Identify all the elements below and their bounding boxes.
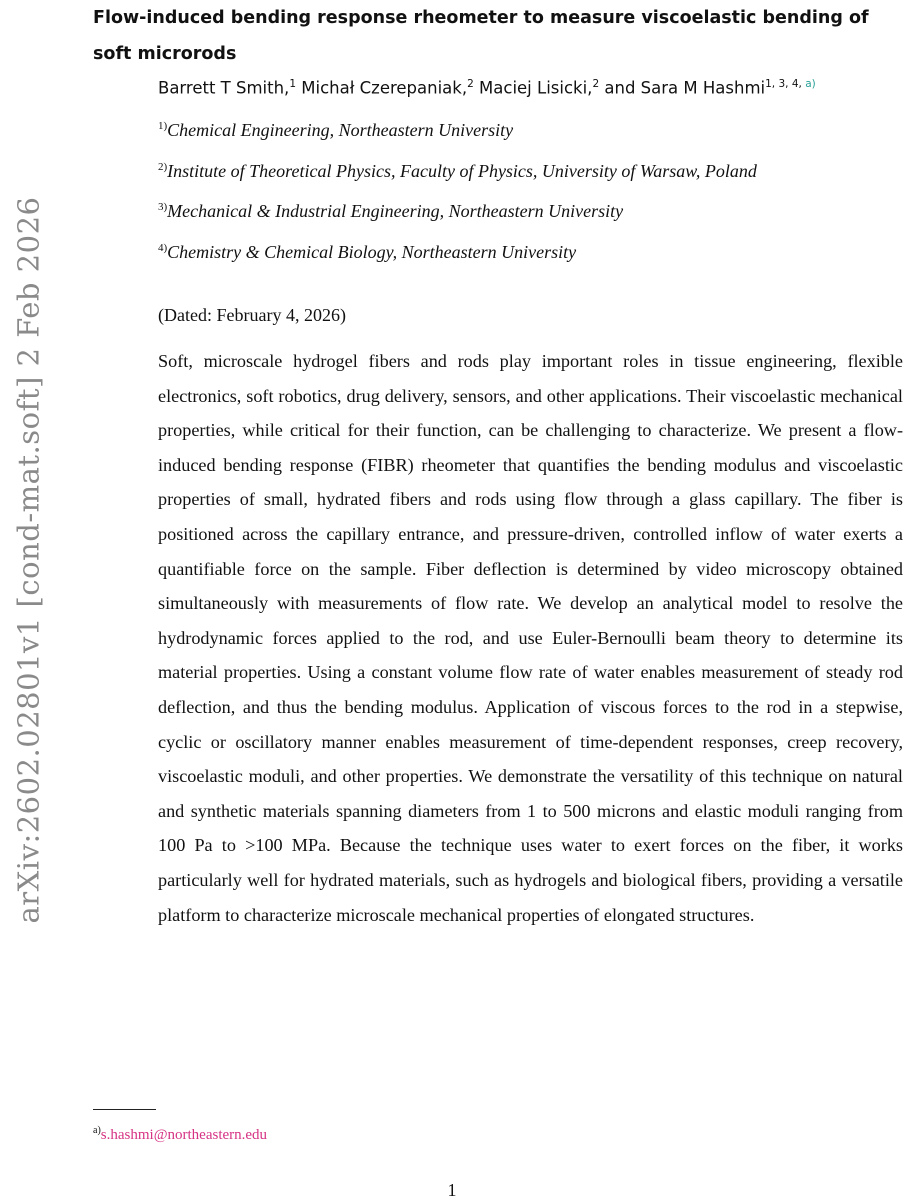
arxiv-identifier: arXiv:2602.02801v1 [cond-mat.soft] 2 Feb 2026 — [11, 196, 46, 924]
affiliation — [158, 189, 858, 230]
author-name: and Sara M Hashmi — [604, 78, 766, 98]
affiliation-marker: 2) — [158, 160, 168, 173]
author-affiliation-marker: 2 — [592, 78, 600, 90]
paper-title: Flow-induced bending response rheometer to measure viscoelastic bending of soft microrods — [93, 8, 869, 64]
affiliation-marker: 3) — [158, 201, 168, 213]
page-number: 1 — [447, 1180, 457, 1200]
affiliation-text: Mechanical & Industrial Engineering, Northeastern University — [167, 201, 624, 221]
abstract: Soft, microscale hydrogel fibers and rods play important roles in tissue engineering, flexible electronics, soft robotics, drug delivery, sensors, and other applications. Their viscoelastic mechanical properties, while critical for their function, can be challenging to characterize. We present a flow-induced bending response (FIBR) rheometer that quantifies the bending modulus and viscoelastic properties of small, hydrated fibers and rods using flow through a glass capillary. The fiber is positioned across the capillary entrance, and pressure-driven, controlled inflow of water exerts a quantifiable force on the sample. Fiber deflection is determined by video microscopy obtained simultaneously with measurements of flow rate. We develop an analytical model to resolve the hydrodynamic forces applied to the rod, and use Euler-Bernoulli beam theory to determine its material properties. Using a constant volume flow rate of water enables measurement of steady rod deflection, and thus the bending modulus. Application of viscous forces to the rod in a stepwise, cyclic or oscillatory manner enables measurement of time-dependent responses, creep recovery, viscoelastic moduli, and other properties. We demonstrate the versatility of this technique on natural and synthetic materials spanning diameters from 1 to 500 microns and elastic moduli ranging from 100 Pa to >100 MPa. Because the technique uses water to exert forces on the fiber, it works particularly well for hydrated materials, such as hydrogels and biological fibers, providing a versatile platform to characterize microscale mechanical properties of elongated structures. — [158, 351, 903, 925]
affiliation-text: Institute of Theoretical Physics, Faculty of Physics, University of Warsaw, Poland — [167, 160, 757, 181]
affiliation-marker: 1) — [158, 120, 168, 132]
author-affiliation-marker: 1, 3, 4, — [765, 78, 806, 90]
author-name: Michał Czerepaniak, — [301, 78, 468, 98]
author-affiliation-marker: 1 — [289, 78, 296, 90]
email-link[interactable]: s.hashmi@northeastern.edu — [100, 1127, 268, 1143]
affiliation-text: Chemical Engineering, Northeastern University — [167, 120, 514, 140]
affiliation-text: Chemistry & Chemical Biology, Northeastern University — [167, 241, 577, 262]
author-name: Barrett T Smith, — [158, 78, 290, 98]
affiliation — [158, 108, 858, 149]
dated-line: (Dated: February 4, 2026) — [158, 305, 346, 325]
footnote-rule — [93, 1109, 156, 1110]
author-name: Maciej Lisicki, — [479, 78, 593, 98]
footnote — [93, 1120, 267, 1146]
affiliation-marker: 4) — [158, 241, 168, 254]
arxiv-sidebar — [8, 196, 48, 924]
author-list — [158, 70, 898, 103]
affiliation — [158, 230, 858, 271]
author-affiliation-marker: 2 — [467, 78, 474, 90]
footnote-marker: a) — [93, 1125, 101, 1136]
affiliation — [158, 149, 858, 190]
affiliation-list — [158, 108, 858, 270]
corresponding-author-note-link[interactable]: a) — [805, 78, 816, 90]
